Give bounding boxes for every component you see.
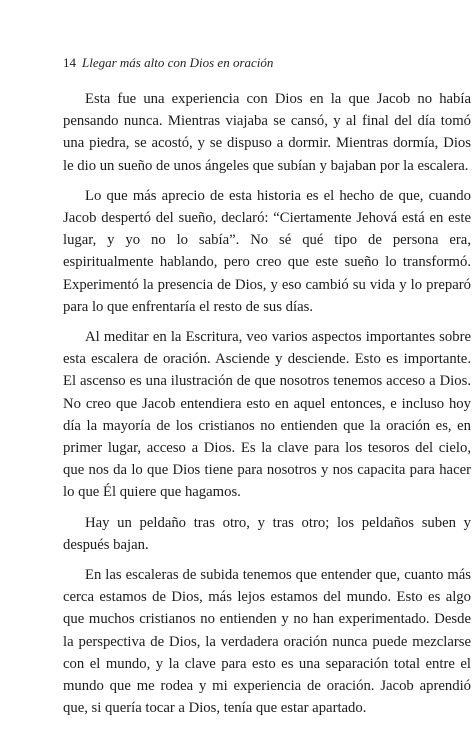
- paragraph-4: Hay un peldaño tras otro, y tras otro; los peldaños suben y después bajan.: [63, 514, 471, 553]
- page-number: 14: [63, 55, 76, 70]
- paragraph-3: Al meditar en la Escritura, veo varios aspectos importantes sobre esta escalera de oración. Asciende y desciende. Esto es importante. El ascenso es una ilustración de que nosotros tenemos acceso a Dios. No creo que Jacob entendiera esto en aquel entonces, e incluso hoy día la mayoría de los cristianos no entienden que la oración es, en primer lugar, acceso a Dios. Es la clave para los tesoros del cielo, que nos da lo que Dios tiene para nosotros y nos capacita para hacer lo que Él quiere que hagamos.: [63, 329, 471, 501]
- paragraph-5: En las escaleras de subida tenemos que entender que, cuanto más cerca estamos de Dios, más lejos estamos del mundo. Esto es algo que muchos cristianos no entienden y no han experimentado. Desde la perspectiva de Dios, la verdadera oración nunca puede mezclarse con el mundo, y la clave para esto es una separación total entre el mundo que me rodea y mi experiencia de oración. Jacob aprendió que, si quería tocar a Dios, tenía que estar apartado.: [63, 567, 471, 717]
- book-title: Llegar más alto con Dios en oración: [82, 55, 274, 70]
- paragraph-2: Lo que más aprecio de esta historia es el hecho de que, cuando Jacob despertó del sueño, declaró: “Ciertamente Jehová está en este lugar, y yo no lo sabía”. No sé qué tipo de persona era, espiritualmente hablando, pero creo que este sueño lo transformó. Experimentó la presencia de Dios, y eso cambió su vida y lo preparó para lo que enfrentaría el resto de sus días.: [63, 187, 471, 315]
- body-text: [63, 88, 471, 727]
- paragraph-1: Esta fue una experiencia con Dios en la que Jacob no había pensando nunca. Mientras viajaba se cansó, y al final del día tomó una piedra, se acostó, y se dispuso a dormir. Mientras dormía, Dios le dio un sueño de unos ángeles que subían y bajaban por la escalera.: [63, 91, 471, 174]
- running-head: [63, 55, 273, 71]
